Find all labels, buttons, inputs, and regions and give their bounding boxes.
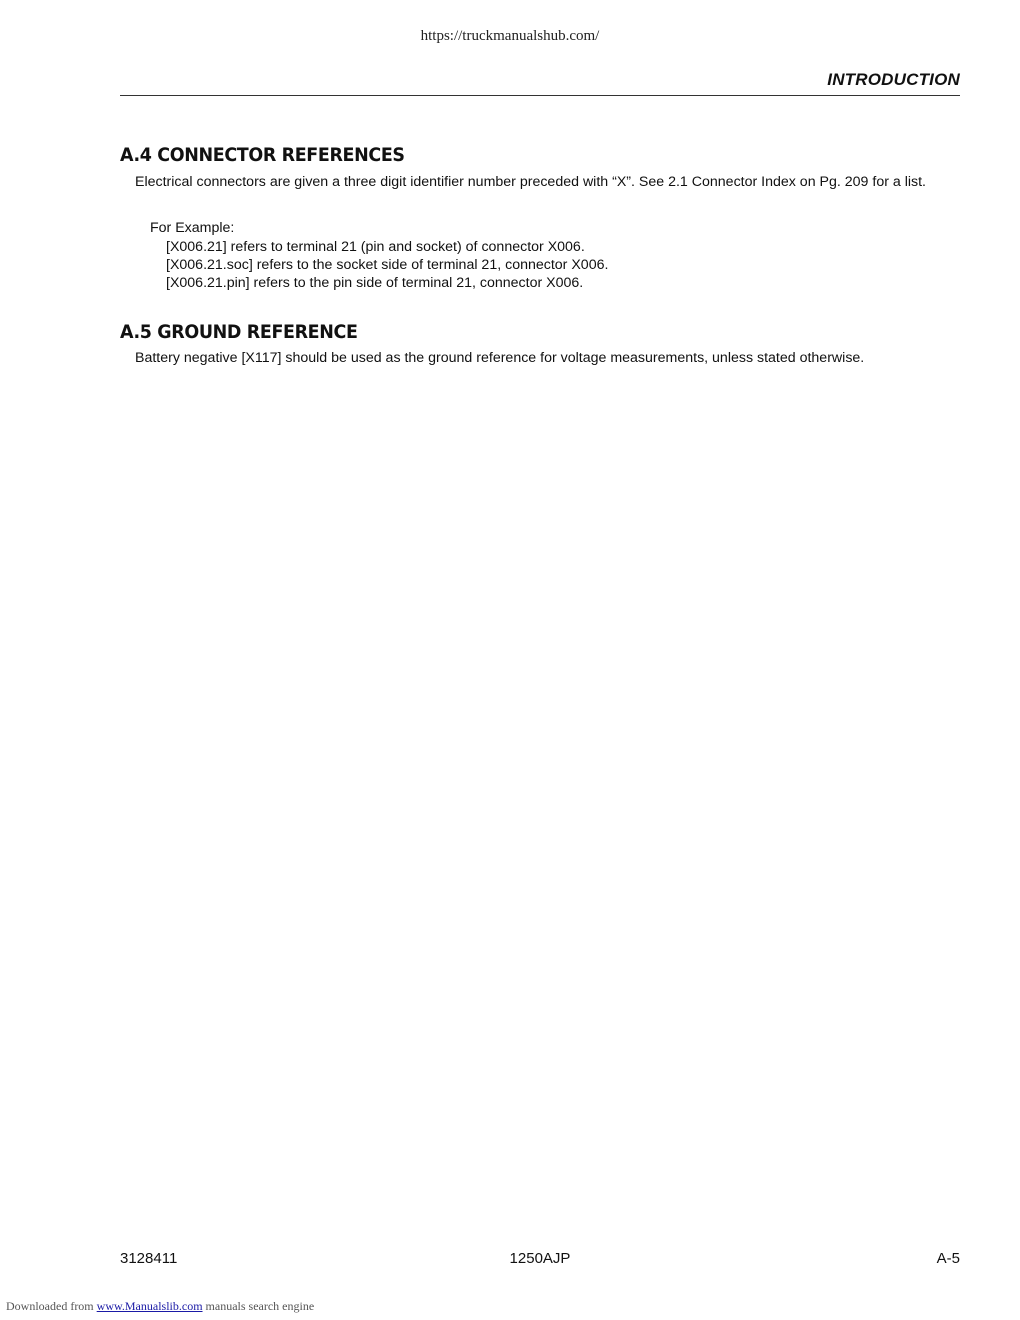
example-item: [X006.21] refers to terminal 21 (pin and socket) of connector X006.	[166, 239, 585, 255]
footer-model: 1250AJP	[509, 1250, 571, 1267]
example-label: For Example:	[150, 220, 235, 236]
header-divider	[120, 95, 960, 96]
download-note-suffix: manuals search engine	[205, 1299, 315, 1313]
connector-references-paragraph: Electrical connectors are given a three digit identifier number preceded with “X”. See 2.1 Connector Index on Pg. 209 for a list.	[135, 174, 926, 190]
download-note	[6, 1299, 314, 1314]
footer-page-number: A-5	[936, 1250, 960, 1267]
running-title: INTRODUCTION	[827, 70, 960, 89]
example-item: [X006.21.pin] refers to the pin side of terminal 21, connector X006.	[166, 275, 584, 291]
download-note-prefix: Downloaded from	[6, 1299, 94, 1313]
footer-document-number: 3128411	[120, 1250, 178, 1267]
section-heading-ground-reference: A.5 GROUND REFERENCE	[120, 321, 358, 343]
example-item: [X006.21.soc] refers to the socket side of terminal 21, connector X006.	[166, 257, 609, 273]
section-heading-connector-references: A.4 CONNECTOR REFERENCES	[120, 144, 405, 166]
ground-reference-paragraph: Battery negative [X117] should be used as the ground reference for voltage measurements, unless stated otherwise.	[135, 350, 865, 366]
example-list	[166, 238, 608, 292]
manualslib-link[interactable]: www.Manualslib.com	[96, 1299, 203, 1313]
source-url: https://truckmanualshub.com/	[420, 28, 600, 44]
